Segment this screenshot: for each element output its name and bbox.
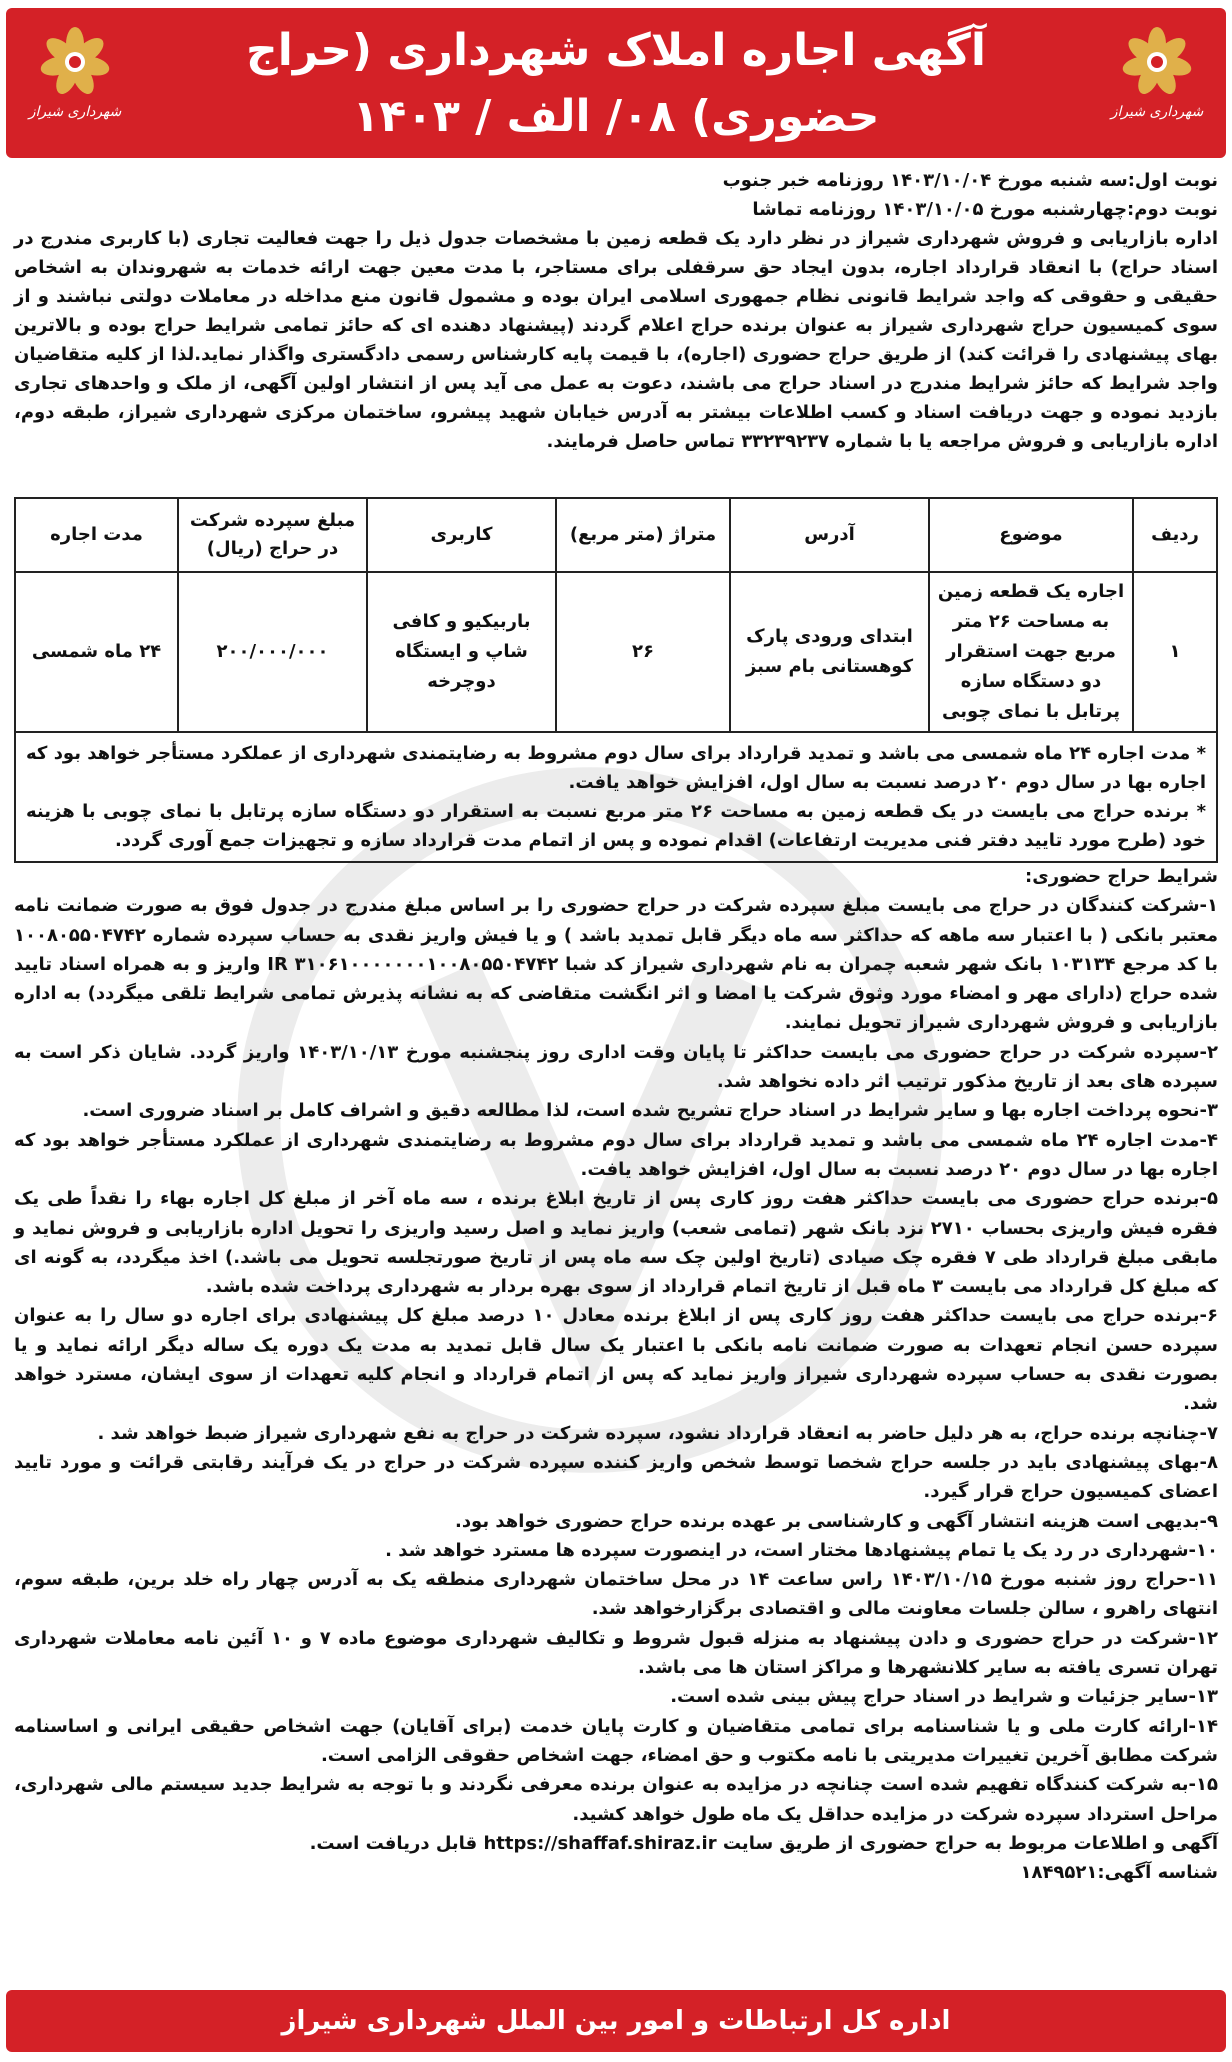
footer-text: اداره کل ارتباطات و امور بین الملل شهرداری شیراز [281, 2006, 951, 2036]
header-subject: موضوع [929, 498, 1133, 572]
condition-item: ۱۱-حراج روز شنبه مورخ ۱۴۰۳/۱۰/۱۵ راس ساعت ۱۴ در محل ساختمان شهرداری منطقه یک به آدرس چهار راه خلد برین، طبقه سوم، انتهای راهرو ، سالن جلسات معاونت مالی و اقتصادی برگزارخواهد شد. [14, 1569, 1219, 1620]
condition-item: ۱۴-ارائه کارت ملی و یا شناسنامه برای تمامی متقاضیان و کارت پایان خدمت (برای آقایان) جهت اشخاص حقیقی ایرانی و اساسنامه شرکت مطابق آخرین تغییرات مدیریتی با نامه مکتوب و حق امضاء، جهت اشخاص حقوقی الزامی است. [14, 1715, 1218, 1766]
intro-paragraph: اداره بازاریابی و فروش شهرداری شیراز در نظر دارد یک قطعه زمین با مشخصات جدول ذیل را جهت فعالیت تجاری (با کاربری مندرج در اسناد حراج) با انعقاد قرارداد اجاره، بدون ایجاد حق سرقفلی برای مستاجر، با مدت معین جهت ارائه خدمات به شهروندان به اشخاص حقیقی و حقوقی که واجد شرایط قانونی نظام جمهوری اسلامی ایران بوده و مشمول قانون منع مداخله در معاملات دولتی نباشند و از سوی کمیسیون حراج شهرداری شیراز به عنوان برنده حراج اعلام گردند (پیشنهاد دهنده ای که حائز تمامی شرایط حراج بوده و بالاترین بهای پیشنهادی را قرائت کند) از طریق حراج حضوری (اجاره)، با قیمت پایه کارشناس رسمی دادگستری واگذار نماید.لذا از کلیه متقاضیان واجد شرایط که حائز شرایط مندرج در اسناد حراج می باشند، دعوت به عمل می آید پس از انتشار اولین آگهی، از ملک و واحدهای تجاری بازدید نموده و جهت دریافت اسناد و کسب اطلاعات بیشتر به آدرس خیابان شهید پیشرو، ساختمان مرکزی شهرداری شیراز، طبقه دوم، اداره بازاریابی و فروش مراجعه یا با شماره ۳۳۲۳۹۲۳۷ تماس حاصل فرمایند. [14, 228, 1218, 452]
condition-item: ۱-شرکت کنندگان در حراج می بایست مبلغ سپرده شرکت در حراج حضوری را بر اساس مبلغ مندرج در جدول فوق به صورت ضمانت نامه معتبر بانکی ( با اعتبار سه ماهه که حداکثر سه ماه دیگر قابل تمدید باشد ) و یا فیش واریز نقدی به حساب سپرده شماره ۱۰۰۸۰۵۵۰۴۷۴۲ با کد مرجع ۱۰۳۱۳۴ بانک شهر شعبه چمران به نام شهرداری شیراز کد شبا IR ۳۱۰۶۱۰۰۰۰۰۰۰۱۰۰۸۰۵۵۰۴۷۴۲ واریز و به همراه اسناد تایید شده حراج (دارای مهر و امضاء مورد وثوق شرکت یا امضا و اثر انگشت متقاضی که به نشانه پذیرش تمامی شرایط تلقی میگردد) به اداره بازاریابی و فروش شهرداری شیراز تحویل نمایند. [14, 895, 1219, 1034]
property-table [14, 497, 1218, 863]
cell-deposit: ۲۰۰/۰۰۰/۰۰۰ [178, 572, 367, 732]
cell-row-number: ۱ [1133, 572, 1217, 732]
cell-area: ۲۶ [556, 572, 730, 732]
website-note: آگهی و اطلاعات مربوط به حراج حضوری از طریق سایت https://shaffaf.shiraz.ir قابل دریافت است. [309, 1832, 1218, 1854]
header-duration: مدت اجاره [15, 498, 178, 572]
cell-usage: باربیکیو و کافی شاپ و ایستگاه دوچرخه [367, 572, 556, 732]
publication-first: نوبت اول:سه شنبه مورخ ۱۴۰۳/۱۰/۰۴ روزنامه خبر جنوب [722, 170, 1218, 191]
intro-section [14, 166, 1218, 456]
header-row-number: ردیف [1133, 498, 1217, 572]
table-row [15, 572, 1217, 732]
header-deposit: مبلغ سپرده شرکت در حراج (ریال) [178, 498, 367, 572]
note-item: * برنده حراج می بایست در یک قطعه زمین به مساحت ۲۶ متر مربع نسبت به استقرار دو دستگاه سازه پرتابل با نمای چوبی با هزینه خود (طرح مورد تایید دفتر فنی مدیریت ارتفاعات) اقدام نموده و پس از اتمام مدت قرارداد سازه و تجهیزات جمع آوری گردد. [26, 801, 1207, 851]
condition-item: ۷-چنانچه برنده حراج، به هر دلیل حاضر به انعقاد قرارداد نشود، سپرده شرکت در حراج به نفع شهرداری شیراز ضبط خواهد شد . [97, 1422, 1218, 1444]
note-item: * مدت اجاره ۲۴ ماه شمسی می باشد و تمدید قرارداد برای سال دوم مشروط به رضایتمندی شهرداری از عملکرد مستأجر خواهد بود که اجاره بها در سال دوم ۲۰ درصد نسبت به سال اول، افزایش خواهد یافت. [26, 743, 1206, 793]
logo-left [20, 22, 130, 142]
condition-item: ۶-برنده حراج می بایست حداکثر هفت روز کاری پس از ابلاغ برنده معادل ۱۰ درصد مبلغ کل پیشنهادی برای اجاره دو سال را به عنوان سپرده حسن انجام تعهدات به صورت ضمانت نامه بانکی با اعتبار یک سال قابل تمدید به مدت یک دوره یک ساله دیگر ارائه نماید و یا بصورت نقدی به حساب سپرده شهرداری شیراز واریز نماید که پس از اتمام قرارداد و انجام کلیه تعهدات از سوی ایشان، مسترد خواهد شد. [14, 1305, 1218, 1415]
logo-wordmark: شهرداری شیراز [28, 104, 122, 120]
conditions-section [14, 862, 1218, 1887]
logo-wordmark: شهرداری شیراز [1110, 104, 1204, 120]
condition-item: ۳-نحوه پرداخت اجاره بها و سایر شرایط در اسناد حراج تشریح شده است، لذا مطالعه دقیق و اشراف کامل بر اسناد ضروری است. [82, 1100, 1218, 1122]
condition-item: ۱۵-به شرکت کنندگاه تفهیم شده است چنانچه در مزایده به عنوان برنده معرفی نگردند و با توجه به شرایط جدید سیستم مالی شهرداری، مراحل استرداد سپرده شرکت در مزایده حداقل یک ماه طول خواهد کشید. [14, 1774, 1218, 1825]
title-line-2: ۱۲۶۹-۱۴۰۳ [499, 157, 733, 208]
logo-right [1102, 22, 1212, 142]
publication-second: نوبت دوم:چهارشنبه مورخ ۱۴۰۳/۱۰/۰۵ روزنامه تماشا [752, 199, 1218, 220]
condition-item: ۱۲-شرکت در حراج حضوری و دادن پیشنهاد به منزله قبول شروط و تکالیف شهرداری موضوع ماده ۷ و ۱۰ آئین نامه معاملات شهرداری تهران تسری یافته به سایر کلانشهرها و مراکز استان ها می باشد. [14, 1627, 1218, 1679]
header-usage: کاربری [367, 498, 556, 572]
table-header-row [15, 498, 1217, 572]
cell-subject: اجاره یک قطعه زمین به مساحت ۲۶ متر مربع جهت استقرار دو دستگاه سازه پرتابل با نمای چوبی [929, 572, 1133, 732]
table-notes [15, 732, 1217, 862]
condition-item: ۹-بدیهی است هزینه انتشار آگهی و کارشناسی بر عهده برنده حراج حضوری خواهد بود. [454, 1510, 1218, 1532]
conditions-title: شرایط حراج حضوری: [1025, 866, 1218, 887]
title-line-1: آگهی اجاره املاک شهرداری (حراج حضوری) ۰۸/ الف / ۱۴۰۳ [246, 25, 986, 142]
condition-item: ۴-مدت اجاره ۲۴ ماه شمسی می باشد و تمدید قرارداد برای سال دوم مشروط به رضایتمندی شهرداری از عملکرد مستأجر خواهد بود که اجاره بها در سال دوم ۲۰ درصد نسبت به سال اول، افزایش خواهد یافت. [14, 1129, 1218, 1180]
condition-item: ۱۰-شهرداری در رد یک یا تمام پیشنهادها مختار است، در اینصورت سپرده ها مسترد خواهد شد . [385, 1539, 1218, 1561]
condition-item: ۱۳-سایر جزئیات و شرایط در اسناد حراج پیش بینی شده است. [670, 1686, 1218, 1708]
flower-logo-icon [1117, 22, 1197, 102]
cell-address: ابتدای ورودی پارک کوهستانی بام سبز [730, 572, 929, 732]
footer-banner [6, 1990, 1226, 2052]
flower-logo-icon [35, 22, 115, 102]
condition-item: ۲-سپرده شرکت در حراج حضوری می بایست حداکثر تا پایان وقت اداری روز پنجشنبه مورخ ۱۴۰۳/۱۰/۱۳ واریز گردد. شایان ذکر است به سپرده های بعد از تاریخ مذکور ترتیب اثر داده نخواهد شد. [14, 1041, 1218, 1093]
cell-duration: ۲۴ ماه شمسی [15, 572, 178, 732]
header-address: آدرس [730, 498, 929, 572]
condition-item: ۵-برنده حراج حضوری می بایست حداکثر هفت روز کاری پس از تاریخ ابلاغ برنده ، سه ماه آخر از مبلغ کل اجاره بهاء را نقداً طی یک فقره فیش واریزی بحساب ۲۷۱۰ نزد بانک شهر (تمامی شعب) واریز نماید و اصل رسید واریزی را تحویل اداره بازاریابی و فروش نماید و مابقی مبلغ قرارداد طی ۷ فقره چک صیادی (تاریخ اولین چک سه ماه پس از تاریخ صورتجلسه تحویل می باشد.) اخذ میگردد، به گونه ای که مبلغ کل قرارداد می بایست ۳ ماه قبل از تاریخ اتمام قرارداد از سوی بهره بردار به شهرداری پرداخت شده باشد. [14, 1188, 1218, 1298]
condition-item: ۸-بهای پیشنهادی باید در جلسه حراج شخصا توسط شخص واریز کننده سپرده شرکت در حراج در یک فرآیند رقابتی قرائت و مورد تایید اعضای کمیسیون حراج قرار گیرد. [14, 1451, 1218, 1503]
ad-id: شناسه آگهی:۱۸۴۹۵۲۱ [1020, 1862, 1218, 1884]
header-area: متراژ (متر مربع) [556, 498, 730, 572]
table-notes-row [15, 732, 1217, 862]
